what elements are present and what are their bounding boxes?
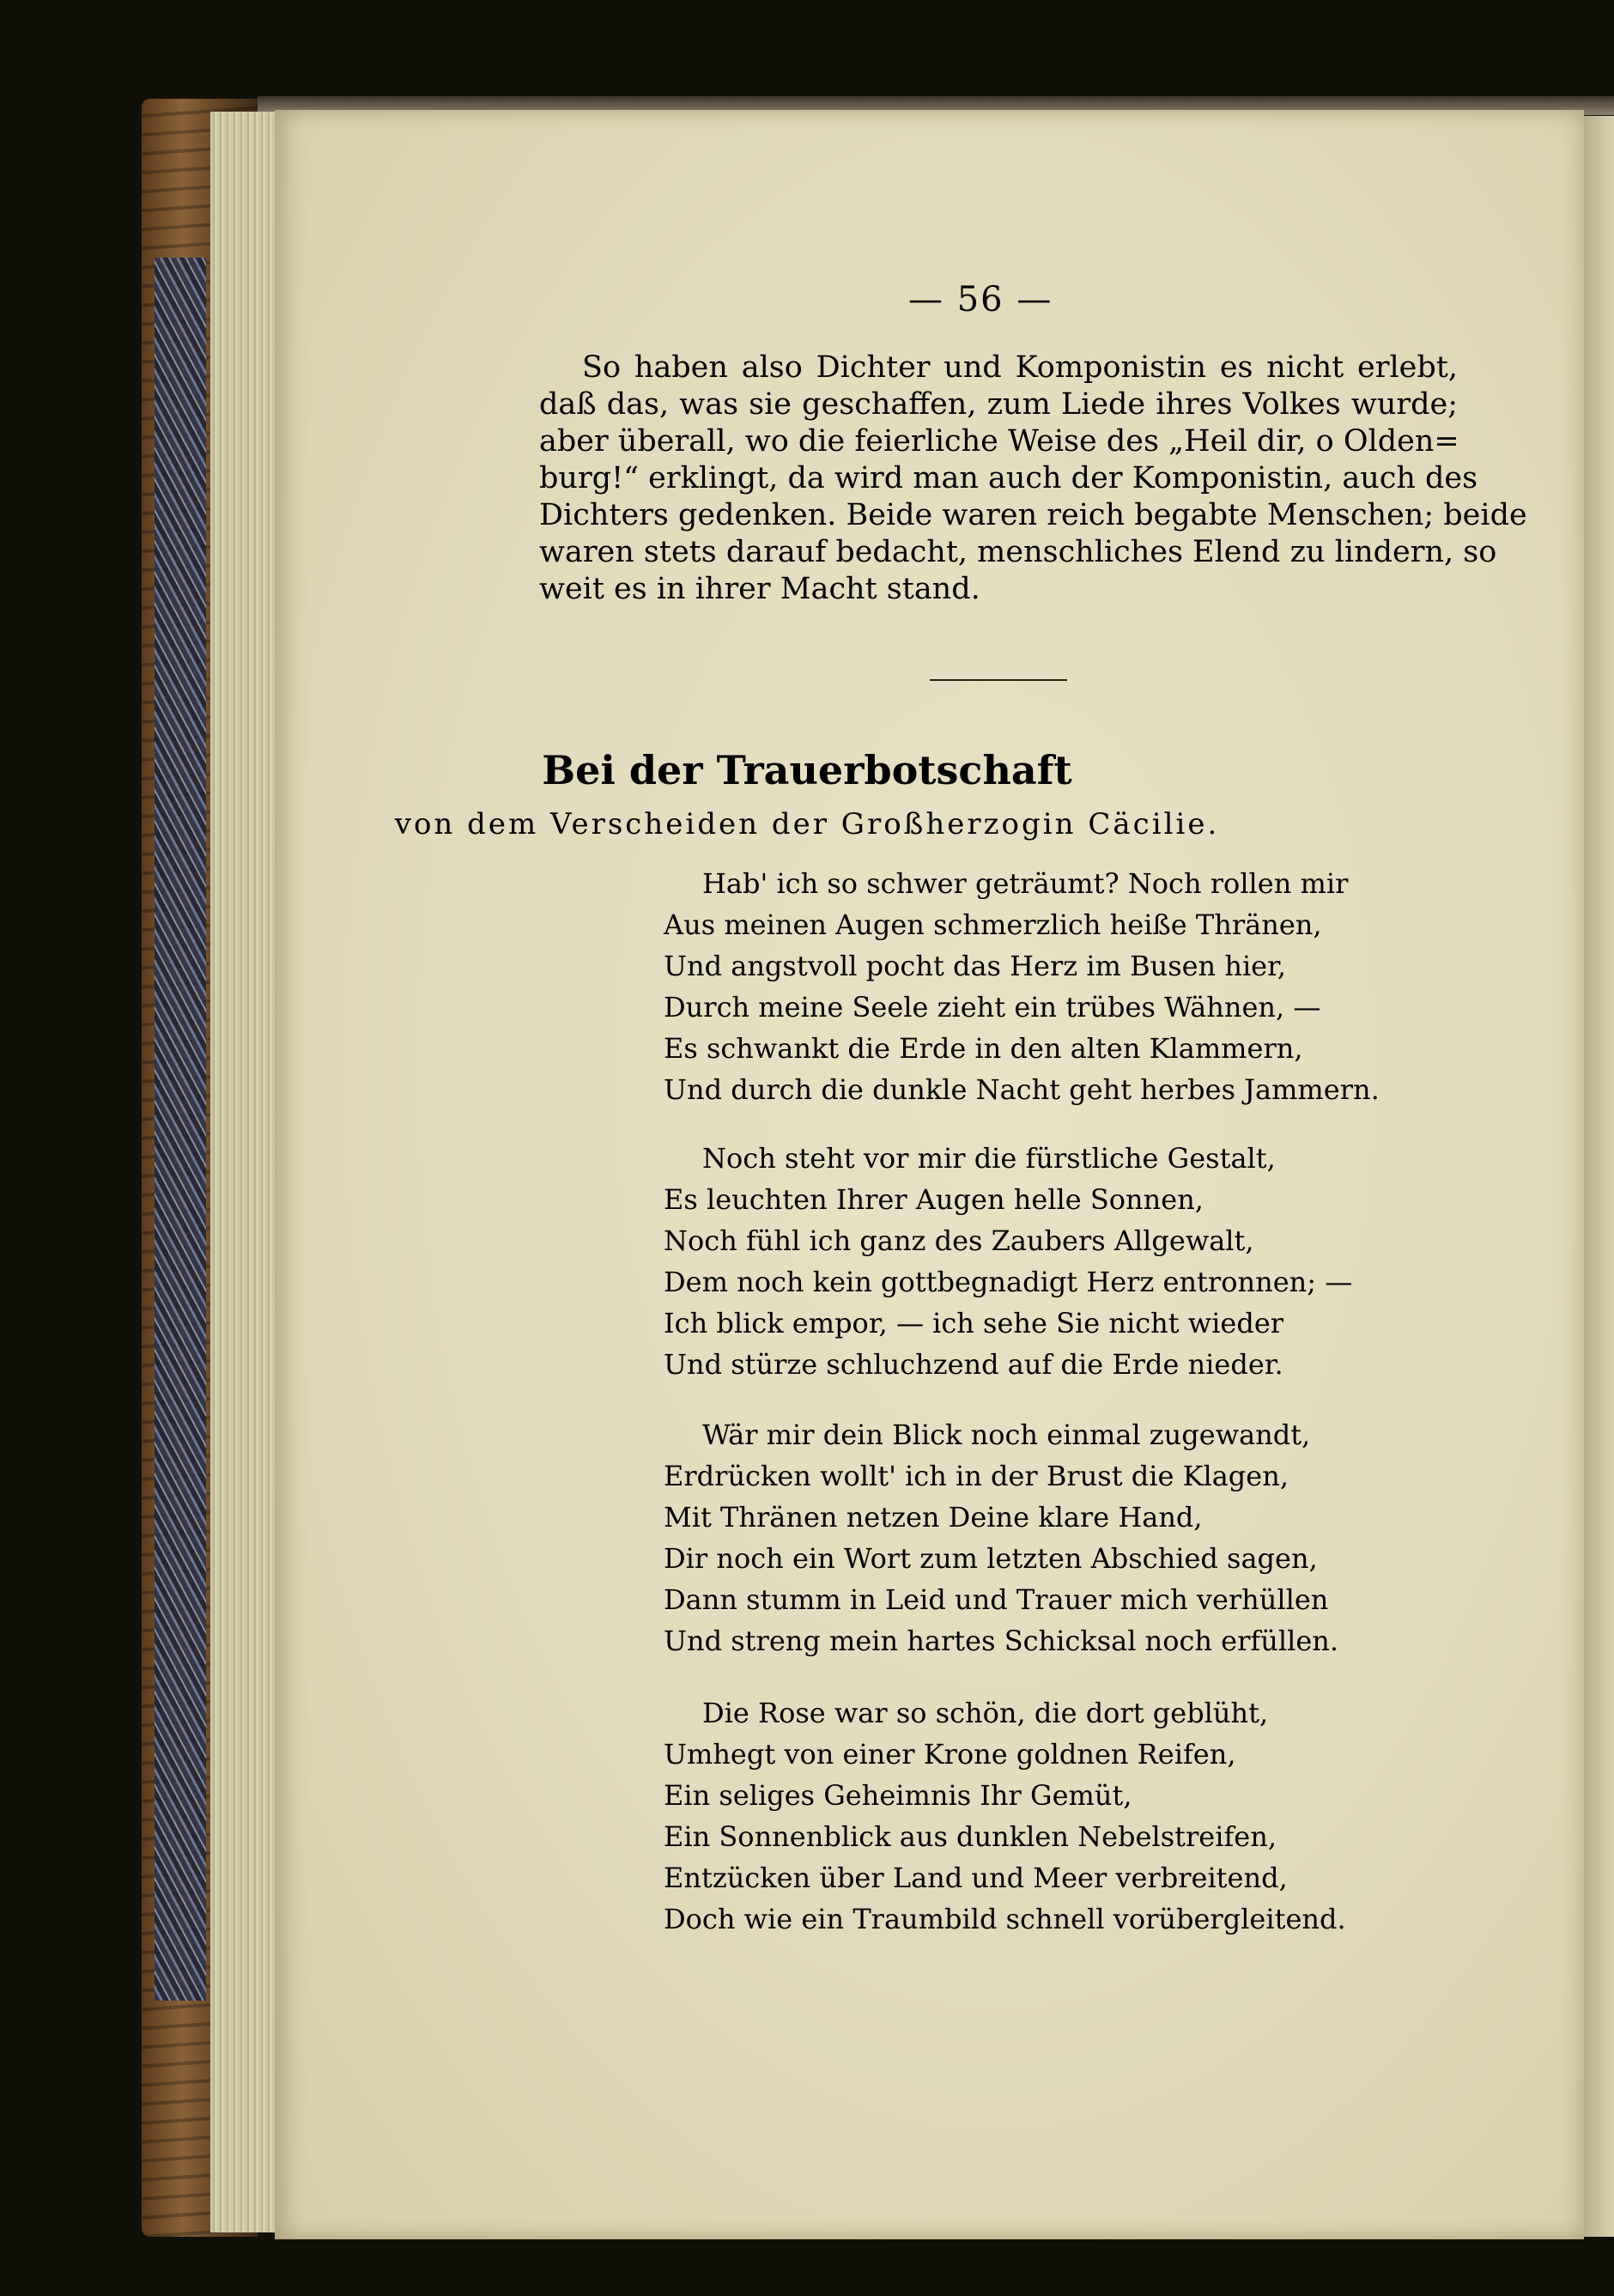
prose-line-text: weit es in ihrer Macht stand. [539,572,980,606]
prose-line [539,387,1458,422]
verse-line: Umhegt von einer Krone goldnen Reifen, [664,1738,1236,1771]
marbled-cover [155,258,206,2001]
verse-line: Erdrücken wollt' ich in der Brust die Klagen, [664,1460,1289,1492]
verse-line: Aus meinen Augen schmerzlich heiße Thränen, [664,908,1322,941]
prose-line-text: burg!“ erklingt, da wird man auch der Komponistin, auch des [539,461,1478,495]
verse-line: Es schwankt die Erde in den alten Klammern, [664,1032,1303,1065]
page-number: — 56 — [908,280,1053,319]
verse-line: Dann stumm in Leid und Trauer mich verhüllen [664,1583,1329,1616]
verse-line: Hab' ich so schwer geträumt? Noch rollen mir [702,867,1349,900]
verse-line: Mit Thränen netzen Deine klare Hand, [664,1501,1203,1534]
verse-line: Es leuchten Ihrer Augen helle Sonnen, [664,1183,1204,1216]
verse-line: Und durch die dunkle Nacht geht herbes Jammern. [664,1073,1380,1106]
prose-line [539,535,1497,569]
prose-line [539,498,1527,532]
verse-line: Dir noch ein Wort zum letzten Abschied sagen, [664,1542,1318,1575]
next-page-edge [1582,116,1614,2237]
prose-line-text: aber überall, wo die feierliche Weise des „Heil dir, o Olden= [539,424,1459,459]
verse-line: Und streng mein hartes Schicksal noch erfüllen. [664,1625,1339,1657]
prose-line [539,461,1478,495]
prose-line-text: So haben also Dichter und Komponistin es nicht erlebt, [582,350,1458,385]
verse-line: Noch fühl ich ganz des Zaubers Allgewalt, [664,1224,1254,1257]
verse-line: Und stürze schluchzend auf die Erde nieder. [664,1348,1283,1381]
verse-line: Wär mir dein Blick noch einmal zugewandt, [702,1418,1311,1451]
prose-line [539,572,980,606]
prose-line-text: daß das, was sie geschaffen, zum Liede ihres Volkes wurde; [539,387,1458,422]
poem-subtitle: von dem Verscheiden der Großherzogin Cäcilie. [394,807,1220,841]
prose-line [539,424,1458,459]
poem-title: Bei der Trauerbotschaft [542,747,1072,793]
prose-line [539,350,1458,385]
verse-line: Doch wie ein Traumbild schnell vorübergleitend. [664,1903,1346,1935]
verse-line: Dem noch kein gottbegnadigt Herz entronnen; — [664,1266,1353,1298]
prose-line-text: Dichters gedenken. Beide waren reich begabte Menschen; beide [539,498,1527,532]
verse-line: Die Rose war so schön, die dort geblüht, [702,1697,1269,1729]
verse-line: Und angstvoll pocht das Herz im Busen hier, [664,950,1287,982]
page-stack [210,112,279,2232]
verse-line: Durch meine Seele zieht ein trübes Wähnen, — [664,991,1321,1023]
verse-line: Ein seliges Geheimnis Ihr Gemüt, [664,1779,1132,1812]
verse-line: Ich blick empor, — ich sehe Sie nicht wieder [664,1307,1284,1339]
verse-line: Ein Sonnenblick aus dunklen Nebelstreifen, [664,1820,1277,1853]
section-divider [930,679,1067,681]
verse-line: Noch steht vor mir die fürstliche Gestalt, [702,1142,1276,1175]
verse-line: Entzücken über Land und Meer verbreitend, [664,1862,1288,1894]
prose-line-text: waren stets darauf bedacht, menschliches Elend zu lindern, so [539,535,1497,569]
